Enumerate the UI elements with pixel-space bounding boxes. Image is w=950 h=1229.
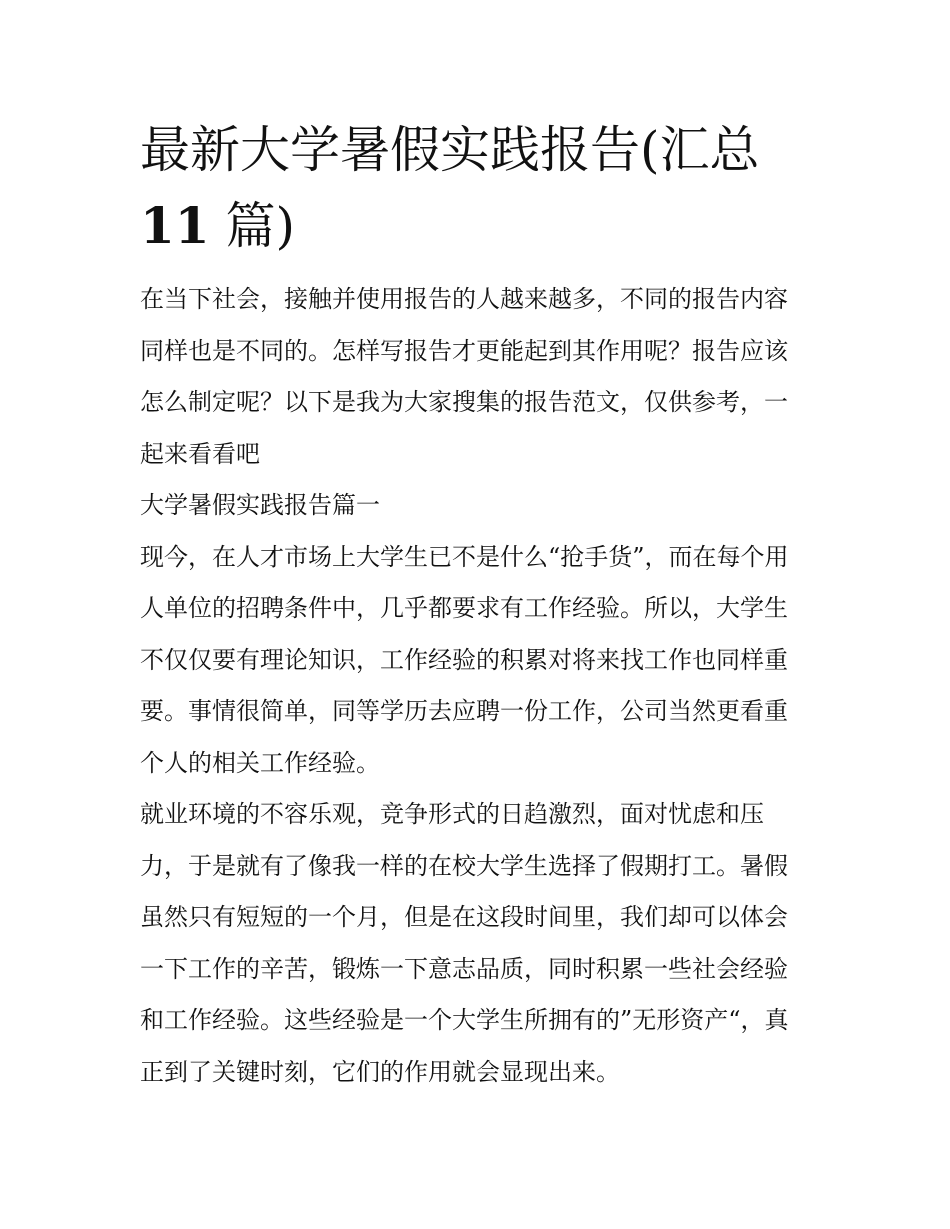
paragraph-line: 要。事情很简单，同等学历去应聘一份工作，公司当然更看重 xyxy=(140,697,788,725)
paragraph-line: 一下工作的辛苦，锻炼一下意志品质，同时积累一些社会经验 xyxy=(140,954,788,983)
document-title xyxy=(140,112,812,264)
title-main: 最新大学暑假实践报告(汇总 xyxy=(140,121,760,179)
intro-line: 怎么制定呢？以下是我为大家搜集的报告范文，仅供参考，一 xyxy=(140,388,788,416)
paragraph-line: 人单位的招聘条件中，几乎都要求有工作经验。所以，大学生 xyxy=(140,594,788,622)
paragraph-1 xyxy=(140,532,812,790)
intro-line: 在当下社会，接触并使用报告的人越来越多，不同的报告内容 xyxy=(140,285,788,313)
section-heading: 大学暑假实践报告篇一 xyxy=(140,491,380,519)
title-number: 11 xyxy=(140,196,210,255)
paragraph-line: 正到了关键时刻，它们的作用就会显现出来。 xyxy=(140,1057,620,1086)
intro-line: 同样也是不同的。怎样写报告才更能起到其作用呢？报告应该 xyxy=(140,336,788,365)
paragraph-line: 现今，在人才市场上大学生已不是什么“抢手货”，而在每个用 xyxy=(140,542,789,571)
document-content xyxy=(140,112,812,1098)
intro-paragraph xyxy=(140,274,812,480)
paragraph-line: 和工作经验。这些经验是一个大学生所拥有的”无形资产“，真 xyxy=(140,1006,789,1034)
intro-line: 起来看看吧 xyxy=(140,439,260,468)
paragraph-line: 个人的相关工作经验。 xyxy=(140,748,380,777)
paragraph-line: 不仅仅要有理论知识，工作经验的积累对将来找工作也同样重 xyxy=(140,645,788,674)
paragraph-line: 力，于是就有了像我一样的在校大学生选择了假期打工。暑假 xyxy=(140,851,788,880)
paragraph-line: 虽然只有短短的一个月，但是在这段时间里，我们却可以体会 xyxy=(140,903,788,931)
paragraph-2 xyxy=(140,789,812,1098)
title-end: 篇) xyxy=(209,197,295,255)
paragraph-line: 就业环境的不容乐观，竞争形式的日趋激烈，面对忧虑和压 xyxy=(140,800,764,828)
